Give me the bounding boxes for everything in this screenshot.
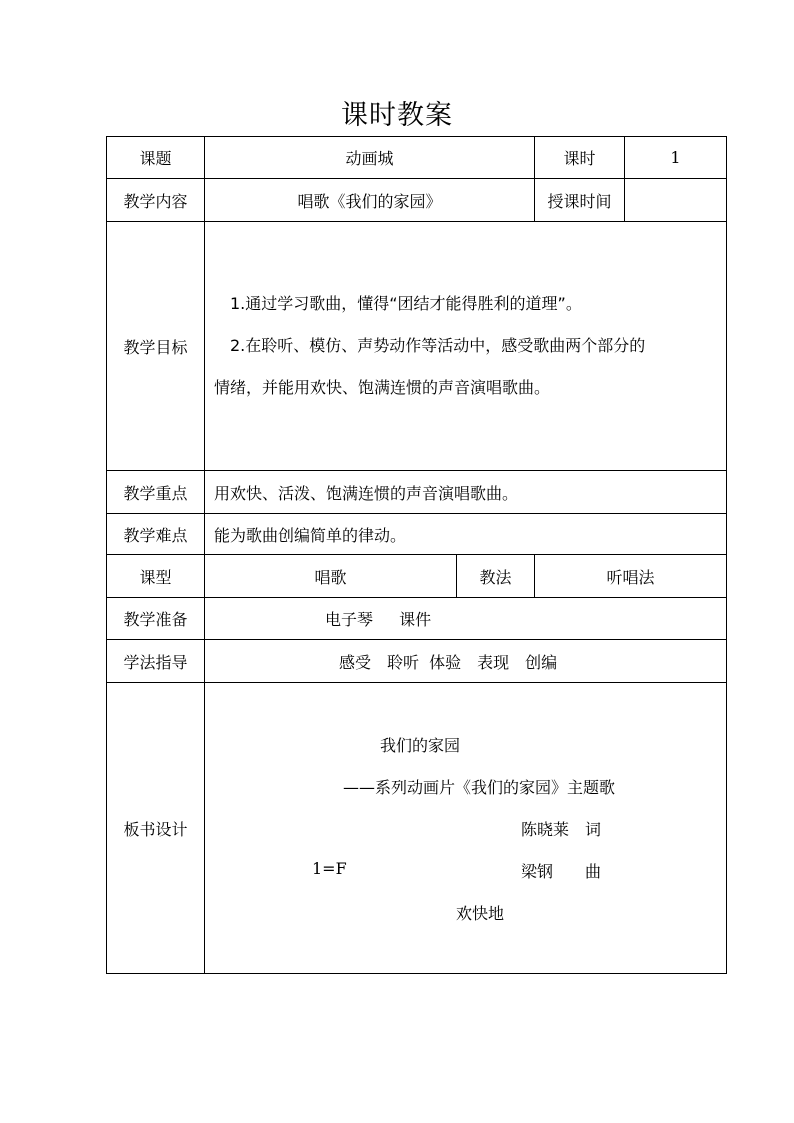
lesson-plan-table	[106, 136, 727, 974]
difficulties-label: 教学难点	[107, 514, 205, 555]
topic-label: 课题	[107, 137, 205, 179]
content-label: 教学内容	[107, 179, 205, 222]
board-composer: 梁钢 曲	[521, 862, 602, 881]
topic-value: 动画城	[205, 137, 535, 179]
board-subtitle: ——系列动画片《我们的家园》主题歌	[343, 778, 616, 797]
method-value: 听唱法	[535, 555, 727, 598]
period-label: 课时	[535, 137, 625, 179]
preparation-label: 教学准备	[107, 598, 205, 640]
board-key: 1=F	[312, 859, 347, 878]
row-content	[107, 179, 727, 222]
goal-item-2-line-2: 情绪，并能用欢快、饱满连惯的声音演唱歌曲。	[214, 378, 551, 397]
board-content	[205, 683, 727, 974]
key-points-value: 用欢快、活泼、饱满连惯的声音演唱歌曲。	[205, 471, 727, 514]
difficulties-value: 能为歌曲创编简单的律动。	[205, 514, 727, 555]
row-preparation	[107, 598, 727, 640]
method-label: 教法	[457, 555, 535, 598]
preparation-value: 电子琴 课件	[205, 598, 727, 640]
study-guide-label: 学法指导	[107, 640, 205, 683]
board-lyricist: 陈晓莱 词	[521, 820, 602, 839]
row-key-points	[107, 471, 727, 514]
content-value: 唱歌《我们的家园》	[205, 179, 535, 222]
goal-item-1: 1.通过学习歌曲，懂得“团结才能得胜利的道理”。	[230, 294, 582, 313]
page-title: 课时教案	[341, 100, 453, 131]
lesson-type-label: 课型	[107, 555, 205, 598]
goals-content	[205, 222, 727, 471]
row-board	[107, 683, 727, 974]
goal-item-2-line-1: 2.在聆听、模仿、声势动作等活动中，感受歌曲两个部分的	[230, 336, 646, 355]
row-difficulties	[107, 514, 727, 555]
row-lesson-type	[107, 555, 727, 598]
study-guide-value: 感受 聆听 体验 表现 创编	[205, 640, 727, 683]
board-song-title: 我们的家园	[380, 736, 461, 755]
lesson-type-value: 唱歌	[205, 555, 457, 598]
row-study-guide	[107, 640, 727, 683]
period-value: 1	[625, 137, 727, 179]
board-tempo: 欢快地	[456, 904, 505, 923]
time-value	[625, 179, 727, 222]
time-label: 授课时间	[535, 179, 625, 222]
row-topic	[107, 137, 727, 179]
board-label: 板书设计	[107, 683, 205, 974]
goals-label: 教学目标	[107, 222, 205, 471]
key-points-label: 教学重点	[107, 471, 205, 514]
row-goals	[107, 222, 727, 471]
